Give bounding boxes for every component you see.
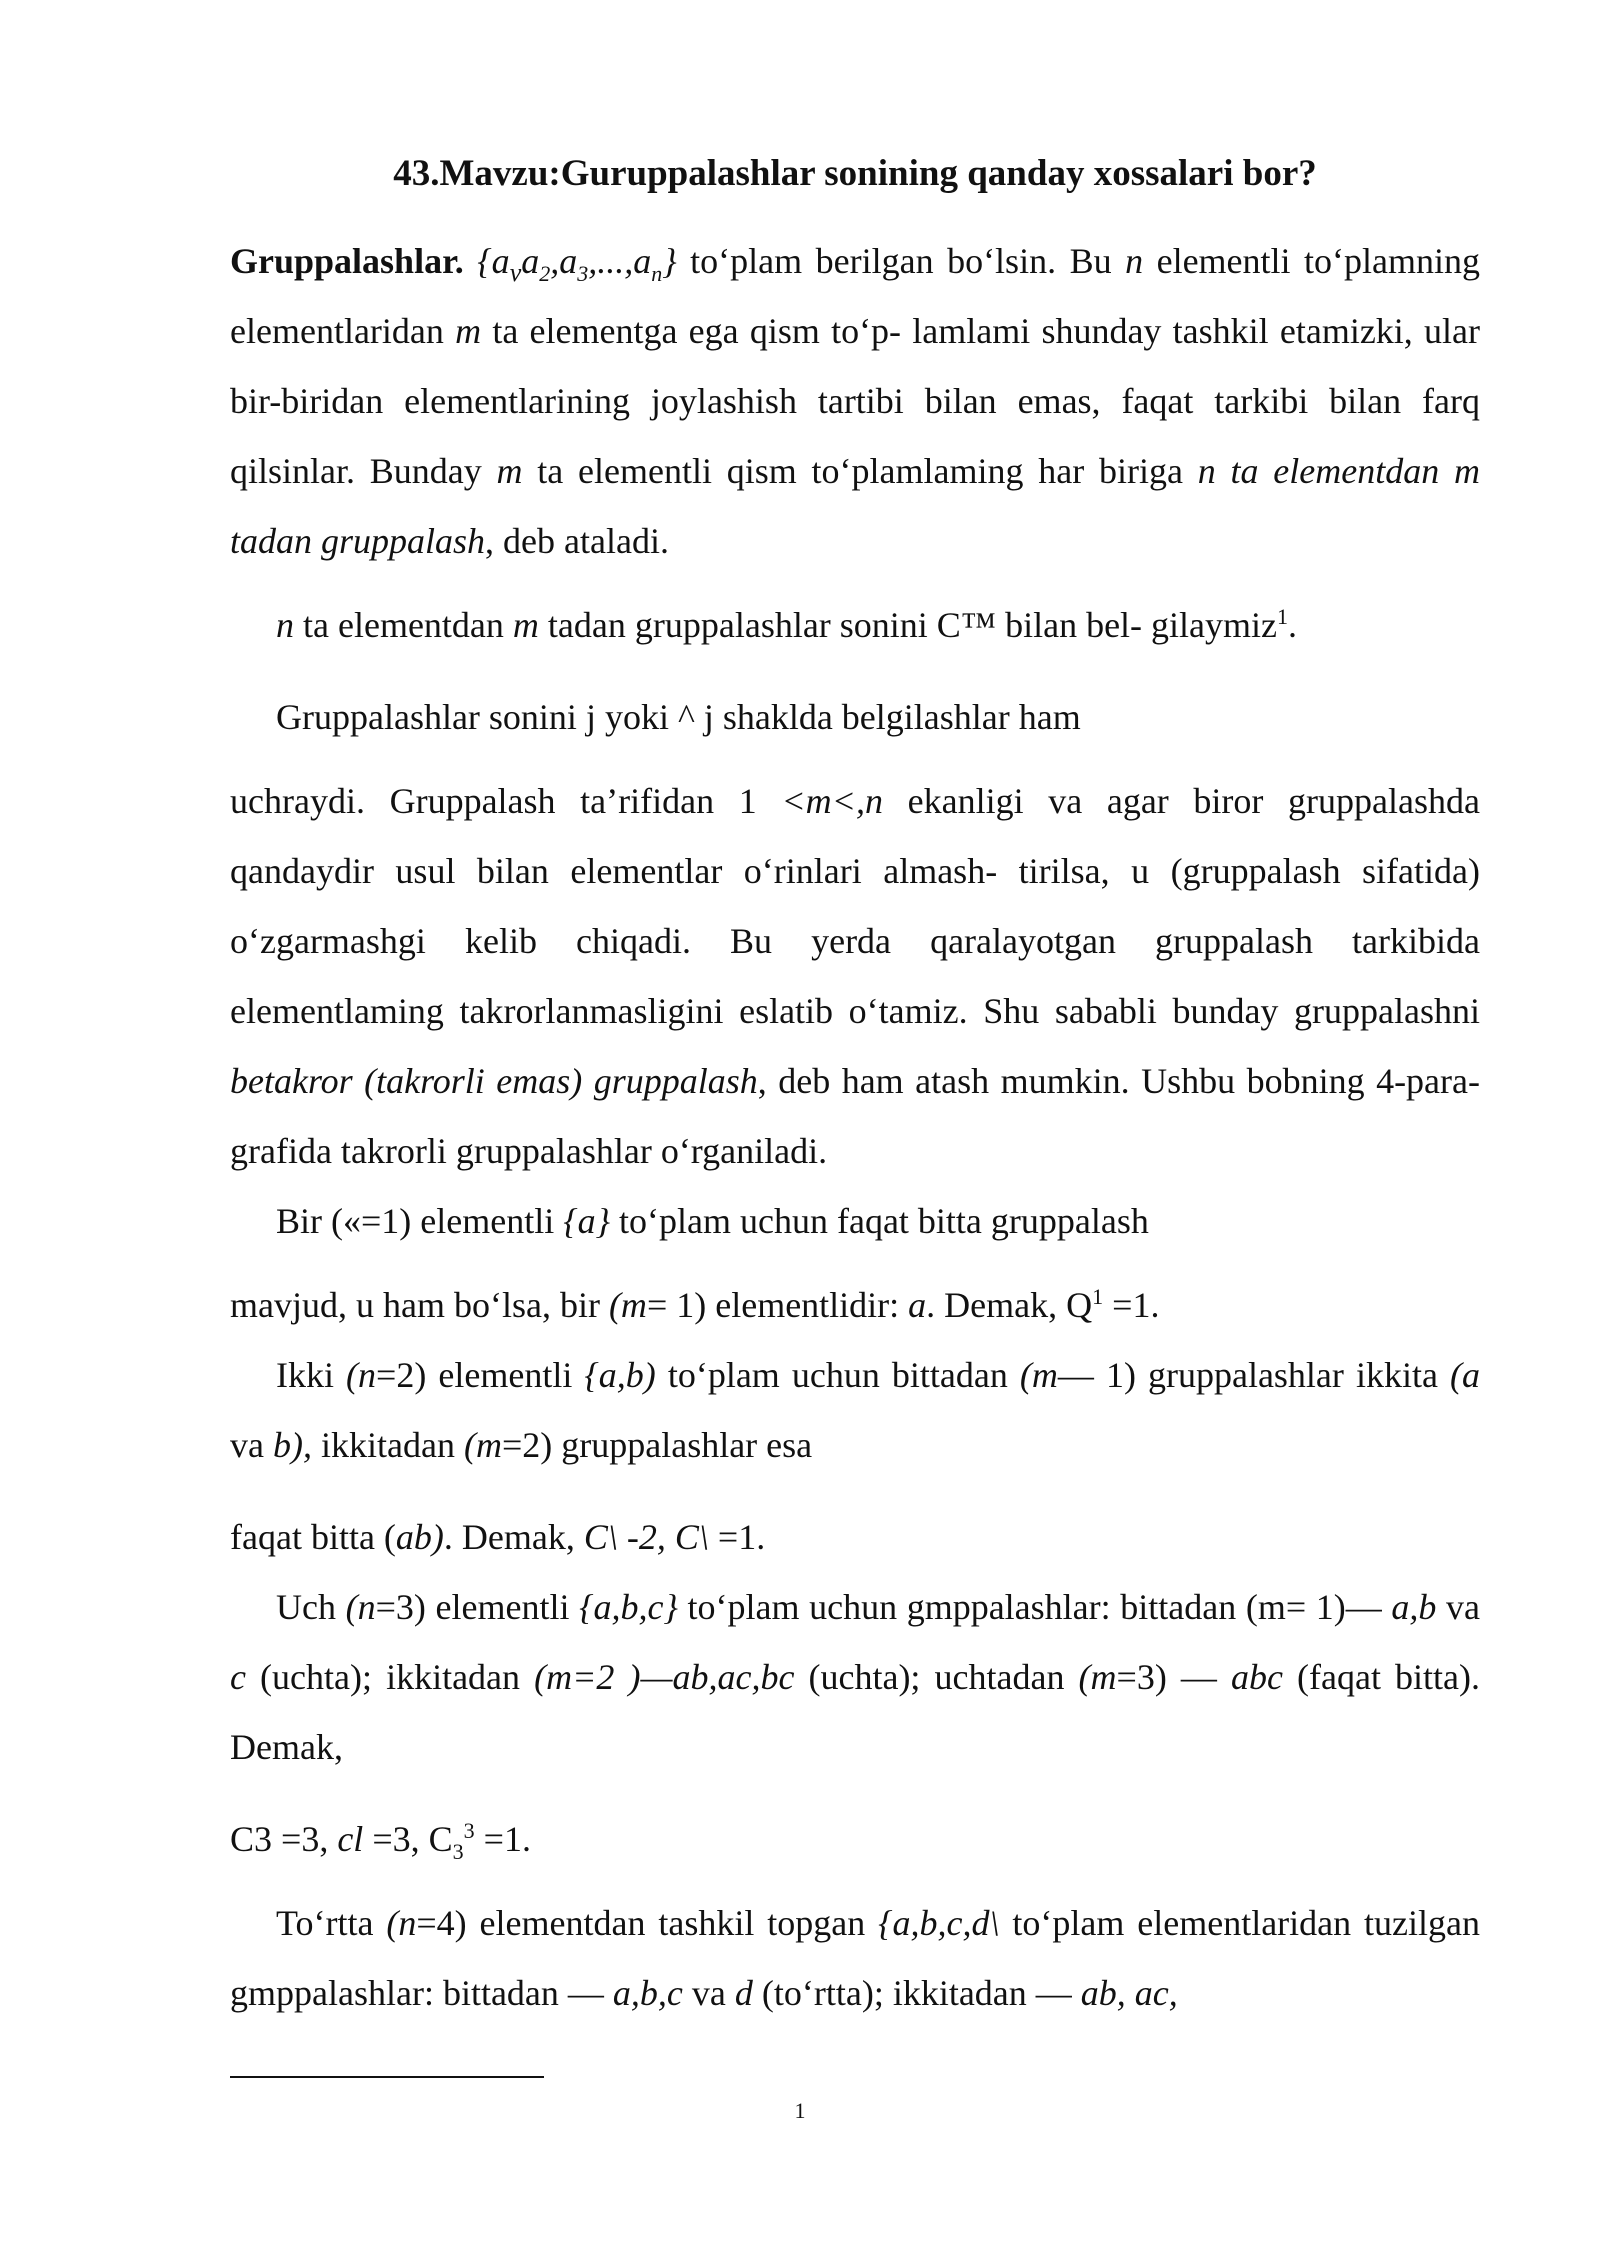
paragraph-two-elements-cont: faqat bitta (ab). Demak, C\ -2, C\ =1.	[230, 1517, 766, 1558]
paragraph-three-elements-result: C3 =3, cl =3, $C_3^3 =1$.	[230, 1818, 531, 1865]
paragraph-one-element: Bir («=1) elementli {a} to‘plam uchun faqat bitta gruppalash	[276, 1201, 1149, 1242]
footnote-separator	[230, 2076, 544, 2078]
page-title: 43.Mavzu:Guruppalashlar sonining qanday xossalari bor?	[393, 153, 1317, 194]
paragraph-alt-notation: Gruppalashlar sonini j yoki ^ j shaklda belgilashlar ham	[276, 697, 1081, 738]
definition-term: n ta elementdan m tadan gruppalash	[230, 451, 1480, 562]
section-lead: Gruppalashlar.	[230, 241, 464, 282]
document-page	[230, 150, 1480, 2028]
paragraph-notation: n ta elementdan m tadan gruppalashlar sonini C™ bilan bel- gilaymiz$^1$.	[276, 604, 1298, 646]
footnote-marker: 1	[1277, 604, 1289, 630]
paragraph-three-elements: Uch (n=3) elementli {a,b,c} to‘plam uchun gmppalashlar: bittadan (m= 1)— a,b va c (uchta); ikkitadan (m=2 )—ab,ac,bc (uchta); uchtadan (m=3) — abc (faqat bitta). Demak,	[230, 1587, 1480, 1768]
paragraph-one-element-cont: mavjud, u ham bo‘lsa, bir (m= 1) elementlidir: a. Demak, $Q^1 =1$.	[230, 1284, 1160, 1326]
paragraph-remarks: uchraydi. Gruppalash ta’rifidan 1 <m<,n ekanligi va agar biror gruppalashda qandaydir usul bilan elementlar o‘rinlari almash- tirilsa, u (gruppalash sifatida) o‘zgarmashgi kelib chiqadi. Bu yerda qaralayotgan gruppalash tarkibida elementlaming takrorlanmasligini eslatib o‘tamiz. Shu sababli bunday gruppalashni betakror (takrorli emas) gruppalash, deb ham atash mumkin. Ushbu bobning 4-para- grafida takrorli gruppalashlar o‘rganiladi.	[230, 781, 1480, 1172]
paragraph-two-elements: Ikki (n=2) elementli {a,b) to‘plam uchun bittadan (m— 1) gruppalashlar ikkita (a va b), ikkitadan (m=2) gruppalashlar esa	[230, 1355, 1480, 1466]
paragraph-definition: Gruppalashlar. $\{a_va_2,a_3,...,a_n\}$ to‘plam berilgan bo‘lsin. Bu n elementli to‘plamning elementlaridan m ta elementga ega qism to‘p- lamlami shunday tashkil etamizki, ular bir-biridan elementlarining joylashish tartibi bilan emas, faqat tarkibi bilan farq qilsinlar. Bunday m ta elementli qism to‘plamlaming har biriga n ta elementdan m tadan gruppalash, deb ataladi.	[230, 241, 1481, 562]
definition-term-2: betakror (takrorli emas) gruppalash	[230, 1061, 758, 1102]
paragraph-four-elements: To‘rtta (n=4) elementdan tashkil topgan {a,b,c,d\ to‘plam elementlaridan tuzilgan gmppalashlar: bittadan — a,b,c va d (to‘rtta); ikkitadan — ab, ac,	[230, 1903, 1481, 2014]
page-number: 1	[794, 2098, 806, 2123]
